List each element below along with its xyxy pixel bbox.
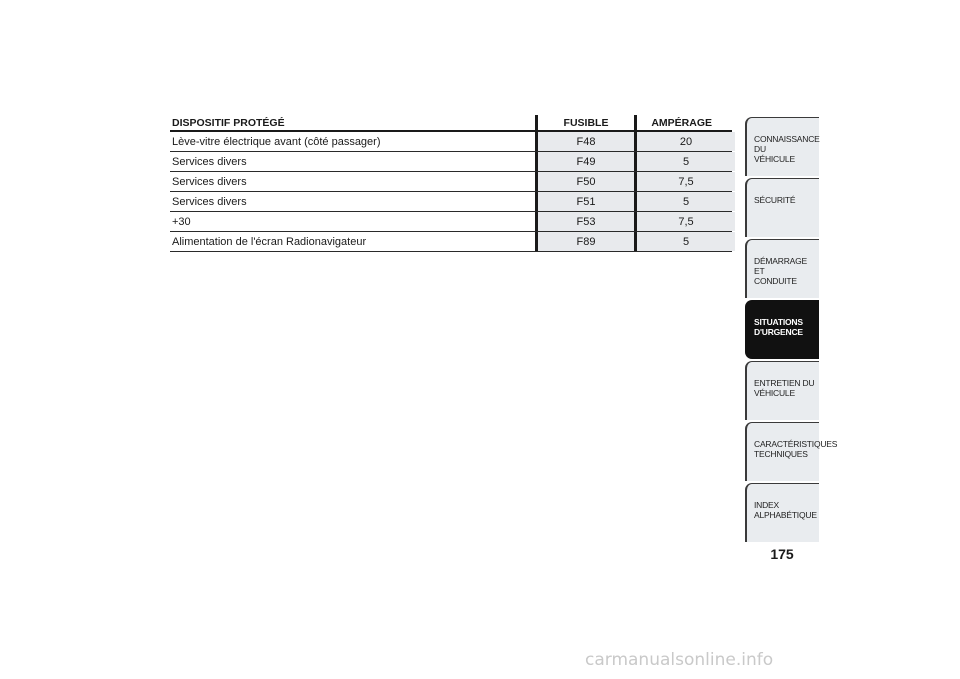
- cell-device: Alimentation de l'écran Radionavigateur: [172, 235, 367, 248]
- cell-fuse: F51: [535, 192, 634, 211]
- tab-label: INDEX ALPHABÉTIQUE: [754, 500, 817, 520]
- tab-index-alphabetique[interactable]: [745, 483, 819, 542]
- table-row: [170, 172, 732, 192]
- cell-amperage: 5: [634, 152, 735, 171]
- cell-device: Services divers: [172, 175, 247, 188]
- cell-device: Lève-vitre électrique avant (côté passager): [172, 135, 381, 148]
- cell-amperage: 20: [634, 132, 735, 151]
- tab-connaissance-du-vehicule[interactable]: [745, 117, 819, 176]
- cell-amperage: 5: [634, 192, 735, 211]
- header-device: DISPOSITIF PROTÉGÉ: [172, 116, 285, 129]
- cell-device: +30: [172, 215, 191, 228]
- tab-label: SITUATIONS D'URGENCE: [754, 317, 803, 337]
- tab-label: SÉCURITÉ: [754, 195, 796, 205]
- tab-label: ENTRETIEN DU VÉHICULE: [754, 378, 815, 398]
- tab-label: CONNAISSANCE DU VÉHICULE: [754, 134, 820, 164]
- table-row: [170, 232, 732, 252]
- cell-device: Services divers: [172, 155, 247, 168]
- table-row: [170, 192, 732, 212]
- cell-amperage: 5: [634, 232, 735, 251]
- tab-label: DÉMARRAGE ET CONDUITE: [754, 256, 807, 286]
- cell-amperage: 7,5: [634, 172, 735, 191]
- tab-securite[interactable]: [745, 178, 819, 237]
- tab-situations-d-urgence[interactable]: [745, 300, 819, 359]
- header-amperage: AMPÉRAGE: [634, 115, 732, 130]
- tab-label: CARACTÉRISTIQUES TECHNIQUES: [754, 439, 838, 459]
- tab-demarrage-et-conduite[interactable]: [745, 239, 819, 298]
- table-row: [170, 132, 732, 152]
- cell-fuse: F89: [535, 232, 634, 251]
- cell-amperage: 7,5: [634, 212, 735, 231]
- page-number: 175: [770, 546, 794, 562]
- header-fuse: FUSIBLE: [535, 115, 634, 130]
- cell-fuse: F48: [535, 132, 634, 151]
- cell-fuse: F50: [535, 172, 634, 191]
- table-row: [170, 152, 732, 172]
- cell-fuse: F53: [535, 212, 634, 231]
- tab-entretien-du-vehicule[interactable]: [745, 361, 819, 420]
- cell-device: Services divers: [172, 195, 247, 208]
- table-header-row: [170, 115, 732, 132]
- chapter-sidebar: [745, 117, 838, 544]
- tab-caracteristiques-techniques[interactable]: [745, 422, 838, 481]
- fuse-table: [170, 115, 732, 252]
- table-row: [170, 212, 732, 232]
- cell-fuse: F49: [535, 152, 634, 171]
- watermark: carmanualsonline.info: [585, 650, 774, 670]
